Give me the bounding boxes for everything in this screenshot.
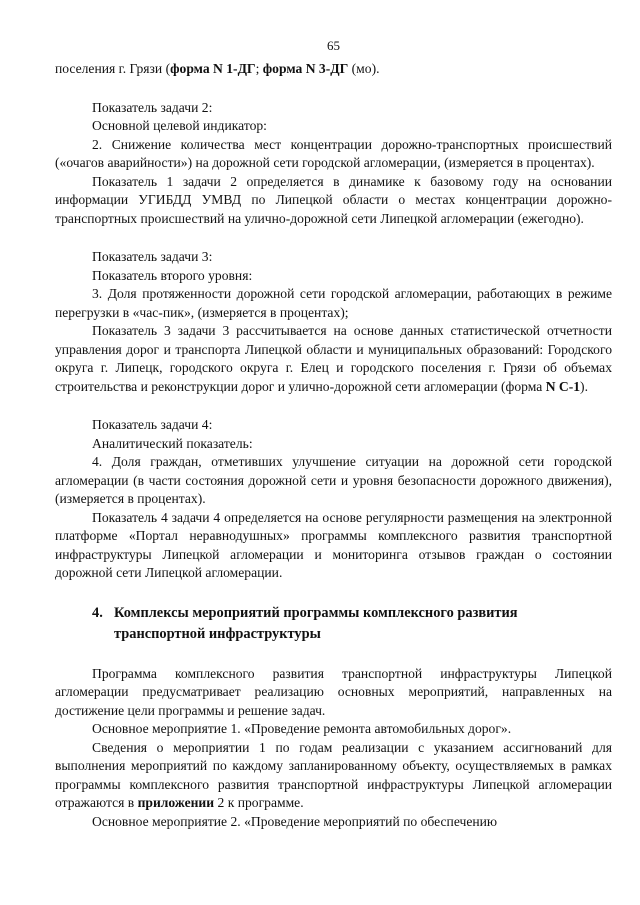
section-title-line2: транспортной инфраструктуры <box>114 625 321 642</box>
intro-sep: ; <box>255 61 263 76</box>
task3-desc-end: ). <box>580 378 588 394</box>
task4-type: Аналитический показатель: <box>92 435 253 451</box>
body-paragraph-4: Основное мероприятие 2. «Проведение мероприятий по обеспечению <box>92 813 498 829</box>
task2-type: Основной целевой индикатор: <box>92 118 267 133</box>
section-number: 4. <box>92 604 103 621</box>
intro-suffix: (мо). <box>348 61 380 76</box>
intro-paragraph <box>55 60 612 79</box>
body-p3-end: 2 к программе. <box>214 795 304 810</box>
task4-desc: Показатель 4 задачи 4 определяется на основе регулярности размещения на электронной платформе «Портал неравнодушных» программы комплексного развития транспортной инфраструктуры Липецкой агломерации и мониторинга отзывов граждан о состоянии дорожной сети Липецкой агломерации. <box>55 509 612 580</box>
intro-text: поселения г. Грязи ( <box>55 61 171 76</box>
form-ref-2: форма N 3-ДГ <box>262 61 349 76</box>
task2-desc: Показатель 1 задачи 2 определяется в динамике к базовому году на основании информации УГИБДД УМВД по Липецкой области о местах концентрации дорожно-транспортных происшествий на улично-дорожной сети Липецкой агломерации (ежегодно). <box>55 173 612 226</box>
task3-label: Показатель задачи 3: <box>92 249 213 264</box>
task2-label: Показатель задачи 2: <box>92 99 213 115</box>
task3-item: 3. Доля протяженности дорожной сети городской агломерации, работающих в режиме перегрузки в «час-пик», (измеряется в процентах); <box>55 286 612 320</box>
page-number: 65 <box>327 38 340 53</box>
document-body <box>55 60 612 831</box>
task4-label: Показатель задачи 4: <box>92 417 213 432</box>
task4-item: 4. Доля граждан, отметивших улучшение ситуации на дорожной сети городской агломерации (в части состояния дорожной сети и уровня безопасности дорожного движения), (измеряется в процентах). <box>55 454 612 506</box>
task3-desc-text: Показатель 3 задачи 3 рассчитывается на основе данных статистической отчетности управления дорог и транспорта Липецкой области и муниципальных образований: Городского округа г. Липецк, городского округа г. Елец и городского поселения г. Грязи об объемах строительства и реконструкции дорог и улично-дорожной сети агломерации (форма <box>55 323 612 394</box>
form-ref-1: форма N 1-ДГ <box>170 61 256 76</box>
task3-type: Показатель второго уровня: <box>92 267 253 283</box>
body-p3-text: Сведения о мероприятии 1 по годам реализации с указанием ассигнований для выполнения мероприятий по каждому запланированному объекту, осуществляемых в рамках программы комплексного развития транспортной инфраструктуры Липецкой агломерации отражаются в <box>55 739 612 810</box>
body-paragraph-3 <box>55 739 612 813</box>
body-paragraph-1: Программа комплексного развития транспортной инфраструктуры Липецкой агломерации предусматривает реализацию основных мероприятий, направленных на достижение цели программы и решение задач. <box>55 665 612 718</box>
body-paragraph-2: Основное мероприятие 1. «Проведение ремонта автомобильных дорог». <box>92 721 512 736</box>
task3-desc <box>55 322 612 396</box>
task2-item: 2. Снижение количества мест концентрации дорожно-транспортных происшествий («очагов аварийности») на дорожной сети городской агломерации, (измеряется в процентах). <box>55 136 612 170</box>
section-title-line1: Комплексы мероприятий программы комплексного развития <box>114 604 518 621</box>
section-4-heading <box>55 603 612 645</box>
appendix-ref: приложении <box>137 795 215 810</box>
task3-form-ref: N С-1 <box>545 378 581 394</box>
